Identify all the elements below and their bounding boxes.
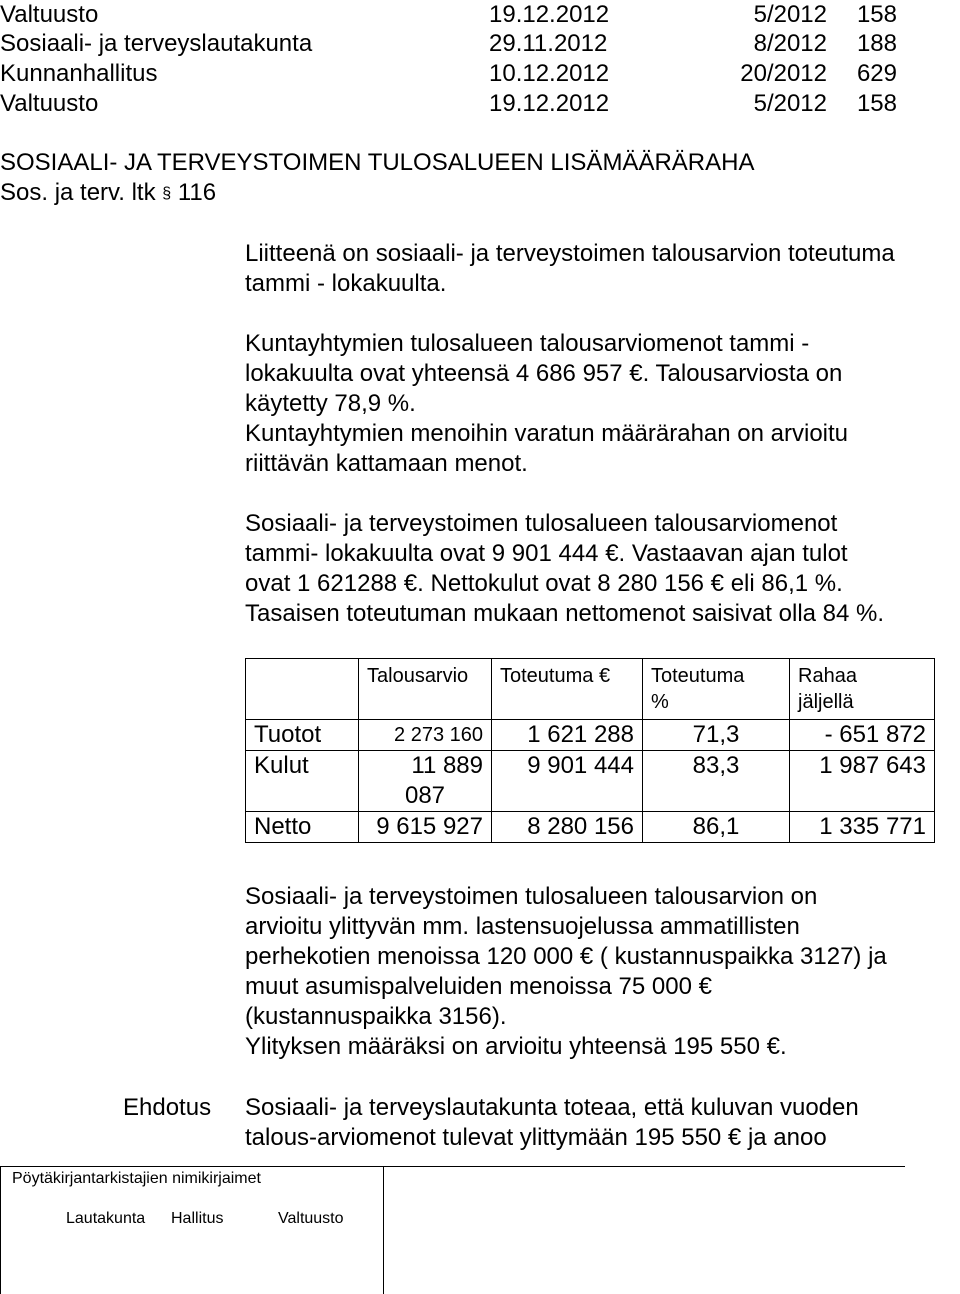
text-line: lokakuulta ovat yhteensä 4 686 957 €. Talousarviosta on [245, 360, 843, 387]
row-label: Tuotot [246, 720, 359, 751]
footer-column-hallitus: Hallitus [171, 1210, 224, 1227]
history-body: Kunnanhallitus [0, 60, 158, 87]
cell-toteutuma-pct: 83,3 [643, 751, 790, 812]
text-line: talous-arviomenot tulevat ylittymään 195 550 € ja anoo [245, 1124, 827, 1151]
text-line: Tasaisen toteutuman mukaan nettomenot saisivat olla 84 %. [245, 600, 885, 627]
footer-divider [0, 1166, 905, 1167]
history-page: 188 [856, 30, 897, 57]
history-body: Valtuusto [0, 1, 99, 28]
table-row [246, 751, 935, 812]
text-line: tammi - lokakuulta. [245, 270, 447, 297]
proposal-label: Ehdotus [123, 1094, 212, 1121]
section-reference [0, 178, 216, 209]
text-line: Sosiaali- ja terveyslautakunta toteaa, että kuluvan vuoden [245, 1094, 859, 1121]
paragraph-overrun-estimate [245, 882, 945, 1062]
history-row [0, 59, 960, 89]
text-line: arvioitu ylittyvän mm. lastensuojelussa ammatillisten [245, 913, 800, 940]
section-sign: § [162, 185, 172, 202]
history-body: Valtuusto [0, 90, 99, 117]
text-line: (kustannuspaikka 3156). [245, 1003, 507, 1030]
history-row [0, 29, 960, 59]
text-line: tammi- lokakuulta ovat 9 901 444 €. Vastaavan ajan tulot [245, 540, 848, 567]
cell-rahaa: - 651 872 [790, 720, 935, 751]
cell-toteutuma-pct: 86,1 [643, 812, 790, 843]
history-page: 629 [856, 60, 897, 87]
text-line: muut asumispalveluiden menoissa 75 000 € [245, 973, 712, 1000]
history-number: 8/2012 [753, 30, 827, 57]
text-line: käytetty 78,9 %. [245, 390, 416, 417]
header-toteutuma-pct: Toteutuma % [643, 659, 790, 720]
history-row [0, 0, 960, 30]
reference-number: 116 [177, 179, 217, 206]
paragraph-municipal-federations [245, 329, 945, 479]
history-date: 10.12.2012 [489, 60, 610, 87]
history-date: 19.12.2012 [489, 90, 610, 117]
paragraph-social-health-expenses [245, 509, 945, 629]
history-number: 5/2012 [753, 90, 827, 117]
header-empty [246, 659, 359, 720]
footer-left-border [0, 1166, 1, 1294]
history-body: Sosiaali- ja terveyslautakunta [0, 30, 313, 57]
cell-talousarvio: 9 615 927 [359, 812, 492, 843]
text-line: Kuntayhtymien menoihin varatun määrärahan on arvioitu [245, 420, 849, 447]
paragraph-attachment [245, 239, 945, 299]
history-row [0, 89, 960, 119]
cell-toteutuma-eur: 9 901 444 [492, 751, 643, 812]
footer-column-divider [383, 1166, 384, 1294]
cell-toteutuma-eur: 1 621 288 [492, 720, 643, 751]
text-line: Ylityksen määräksi on arvioitu yhteensä 195 550 €. [245, 1033, 787, 1060]
text-line: Liitteenä on sosiaali- ja terveystoimen talousarvion toteutuma [245, 240, 895, 267]
header-talousarvio: Talousarvio [359, 659, 492, 720]
text-line: Sosiaali- ja terveystoimen tulosalueen talousarviomenot [245, 510, 838, 537]
text-line: Kuntayhtymien tulosalueen talousarviomenot tammi - [245, 330, 810, 357]
signatures-label: Pöytäkirjantarkistajien nimikirjaimet [12, 1170, 261, 1187]
history-page: 158 [856, 1, 897, 28]
text-line: Sosiaali- ja terveystoimen tulosalueen talousarvion on [245, 883, 818, 910]
table-header-row [246, 659, 935, 720]
history-date: 19.12.2012 [489, 1, 610, 28]
cell-rahaa: 1 987 643 [790, 751, 935, 812]
history-date: 29.11.2012 [489, 30, 608, 57]
cell-toteutuma-pct: 71,3 [643, 720, 790, 751]
reference-prefix: Sos. ja terv. ltk [0, 179, 156, 206]
section-heading: SOSIAALI- JA TERVEYSTOIMEN TULOSALUEEN LISÄMÄÄRÄRAHA [0, 149, 755, 176]
header-rahaa-jaljella: Rahaa jäljellä [790, 659, 935, 720]
text-line: perhekotien menoissa 120 000 € ( kustannuspaikka 3127) ja [245, 943, 887, 970]
row-label: Kulut [246, 751, 359, 812]
footer-column-lautakunta: Lautakunta [66, 1210, 146, 1227]
table-row [246, 812, 935, 843]
budget-table [245, 658, 935, 843]
cell-talousarvio: 11 889 087 [359, 751, 492, 812]
history-number: 5/2012 [753, 1, 827, 28]
row-label: Netto [246, 812, 359, 843]
cell-rahaa: 1 335 771 [790, 812, 935, 843]
history-number: 20/2012 [740, 60, 827, 87]
text-line: riittävän kattamaan menot. [245, 450, 528, 477]
header-toteutuma-eur: Toteutuma € [492, 659, 643, 720]
text-line: ovat 1 621288 €. Nettokulut ovat 8 280 156 € eli 86,1 %. [245, 570, 843, 597]
cell-toteutuma-eur: 8 280 156 [492, 812, 643, 843]
footer-column-valtuusto: Valtuusto [278, 1210, 344, 1227]
cell-talousarvio: 2 273 160 [359, 720, 492, 751]
table-row [246, 720, 935, 751]
history-page: 158 [856, 90, 897, 117]
proposal-text [245, 1093, 945, 1153]
